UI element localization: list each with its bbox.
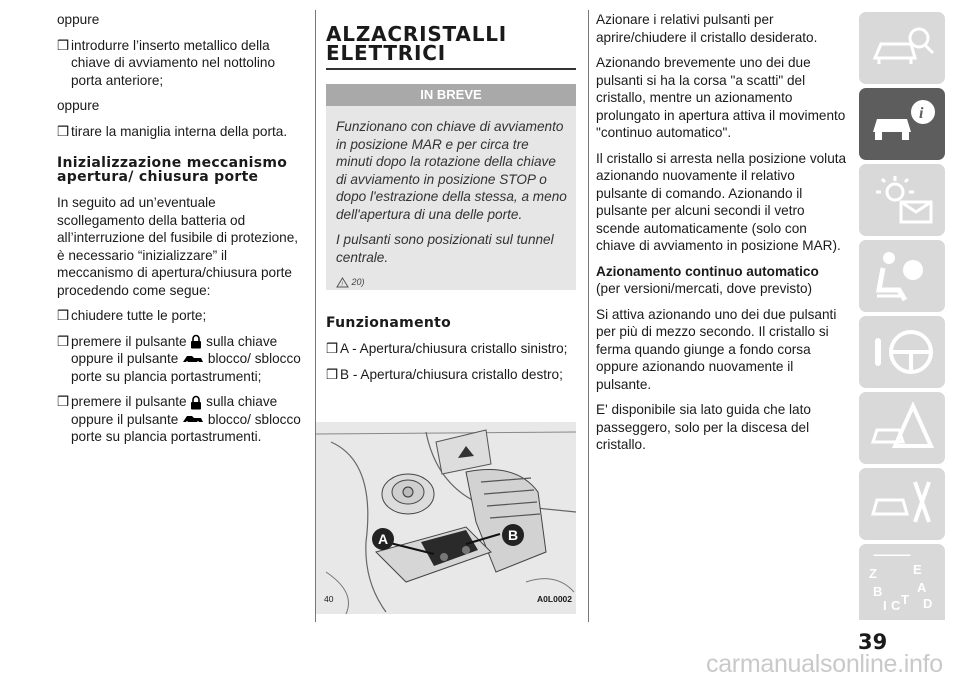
warning-triangle-icon bbox=[336, 277, 349, 288]
tab-maintenance[interactable] bbox=[859, 468, 945, 540]
tab-knowing-the-car-info[interactable] bbox=[859, 88, 945, 160]
paragraph: Azionare i relativi pulsanti per aprire/chiudere il cristallo desiderato. bbox=[596, 12, 818, 45]
figure-caption bbox=[316, 594, 576, 606]
callout-a: A bbox=[372, 528, 394, 550]
svg-text:i: i bbox=[919, 105, 924, 122]
index-letters: Z E A B I C T D bbox=[869, 562, 933, 613]
summary-text: Funzionano con chiave di avviamento in posizione MAR e per circa tre minuti dopo la rotazione della chiave di avviamento in posizione STOP o dopo l'estrazione della stessa, a meno dell'apertura di una delle porte. bbox=[336, 119, 567, 222]
paragraph: E' disponibile sia lato guida che lato passeggero, solo per la discesa del cristallo. bbox=[596, 402, 811, 452]
checkbox-bullet-icon: ❒ bbox=[326, 366, 339, 382]
right-column bbox=[596, 11, 848, 462]
paragraph: Il cristallo si arresta nella posizione voluta azionando nuovamente il relativo pulsante di comando. Azionando il pulsante per alcuni secondi il vetro scende automaticamente (solo con chiave di avviamento in posizione MAR). bbox=[596, 150, 847, 253]
tab-emergency[interactable] bbox=[859, 392, 945, 464]
paragraph: Azionando brevemente uno dei due pulsanti si ha la corsa "a scatti" del cristallo, mentre un azionamento prolungato in apertura attiva il movimento "continuo automatico". bbox=[596, 55, 846, 140]
car-info-icon bbox=[867, 94, 939, 154]
middle-column bbox=[326, 22, 576, 391]
svg-text:!: ! bbox=[341, 282, 343, 289]
bullet-item: ❒ A - Apertura/chiusura cristallo sinistro; bbox=[326, 341, 568, 356]
title-underline bbox=[326, 68, 576, 70]
summary-text: I pulsanti sono posizionati sul tunnel centrale. bbox=[336, 232, 554, 265]
bullet-item: ❒ B - Apertura/chiusura cristallo destro; bbox=[326, 366, 563, 382]
section-heading: Inizializzazione meccanismo apertura/ chiusura porte bbox=[57, 155, 288, 185]
watermark: carmanualsonline.info bbox=[706, 650, 943, 678]
checkbox-bullet-icon: ❒ bbox=[57, 394, 70, 409]
window-switches-figure bbox=[316, 422, 576, 614]
warning-lights-icon bbox=[867, 170, 939, 230]
tab-knowing-the-car[interactable] bbox=[859, 12, 945, 84]
lock-icon bbox=[190, 334, 202, 349]
bullet-item: ❒ premere il pulsante sulla chiave oppure il pulsante blocco/ sblocco porte su plancia portastrumenti; bbox=[57, 333, 301, 384]
bullet-item: ❒ chiudere tutte le porte; bbox=[57, 308, 207, 323]
checkbox-bullet-icon: ❒ bbox=[57, 308, 70, 323]
summary-box-heading: IN BREVE bbox=[326, 84, 576, 106]
checkbox-bullet-icon: ❒ bbox=[57, 37, 70, 53]
steering-wheel-icon bbox=[867, 322, 939, 382]
bullet-item: ❒ tirare la maniglia interna della porta. bbox=[57, 123, 288, 139]
page-title: ALZACRISTALLI ELETTRICI bbox=[326, 22, 508, 65]
section-heading: Funzionamento bbox=[326, 315, 452, 331]
car-service-icon bbox=[867, 474, 939, 534]
tab-warning-lights[interactable] bbox=[859, 164, 945, 236]
airbag-seat-icon bbox=[867, 246, 939, 306]
tunnel-illustration bbox=[316, 422, 576, 614]
column-divider bbox=[588, 10, 589, 622]
oppure-text: oppure bbox=[57, 12, 100, 27]
page-number: 39 bbox=[858, 630, 888, 654]
paragraph: (per versioni/mercati, dove previsto) bbox=[596, 281, 813, 296]
warning-reference: ! 20) bbox=[336, 274, 568, 292]
warning-triangle-icon bbox=[867, 398, 939, 458]
lock-icon bbox=[190, 395, 202, 410]
car-search-icon bbox=[867, 18, 939, 78]
oppure-text: oppure bbox=[57, 98, 100, 113]
figure-code: A0L0002 bbox=[537, 594, 572, 604]
car-lock-icon bbox=[182, 355, 204, 364]
tab-starting-driving[interactable] bbox=[859, 316, 945, 388]
section-heading: Azionamento continuo automatico bbox=[596, 263, 819, 279]
checkbox-bullet-icon: ❒ bbox=[57, 333, 70, 349]
checkbox-bullet-icon: ❒ bbox=[57, 123, 70, 139]
car-lock-icon bbox=[182, 415, 204, 424]
tab-safety[interactable] bbox=[859, 240, 945, 312]
left-column bbox=[57, 11, 303, 454]
bullet-item: ❒ introdurre l’inserto metallico della chiave di avviamento nel nottolino porta anteriore; bbox=[57, 37, 276, 88]
checkbox-bullet-icon: ❒ bbox=[326, 341, 339, 356]
summary-box bbox=[326, 106, 576, 290]
figure-number: 40 bbox=[324, 594, 334, 604]
paragraph: Si attiva azionando uno dei due pulsanti per più di mezzo secondo. Il cristallo si ferma quando giunge a fondo corsa oppure azionando nuovamente il pulsante. bbox=[596, 306, 837, 392]
callout-b: B bbox=[502, 524, 524, 546]
paragraph: In seguito ad un’eventuale scollegamento della batteria od all’interruzione del fusibile di protezione, è necessario “inizializzare” il meccanismo di apertura/chiusura porte procedendo come segue: bbox=[57, 195, 299, 298]
bullet-item: ❒ premere il pulsante sulla chiave oppure il pulsante blocco/ sblocco porte su plancia portastrumenti. bbox=[57, 394, 301, 444]
